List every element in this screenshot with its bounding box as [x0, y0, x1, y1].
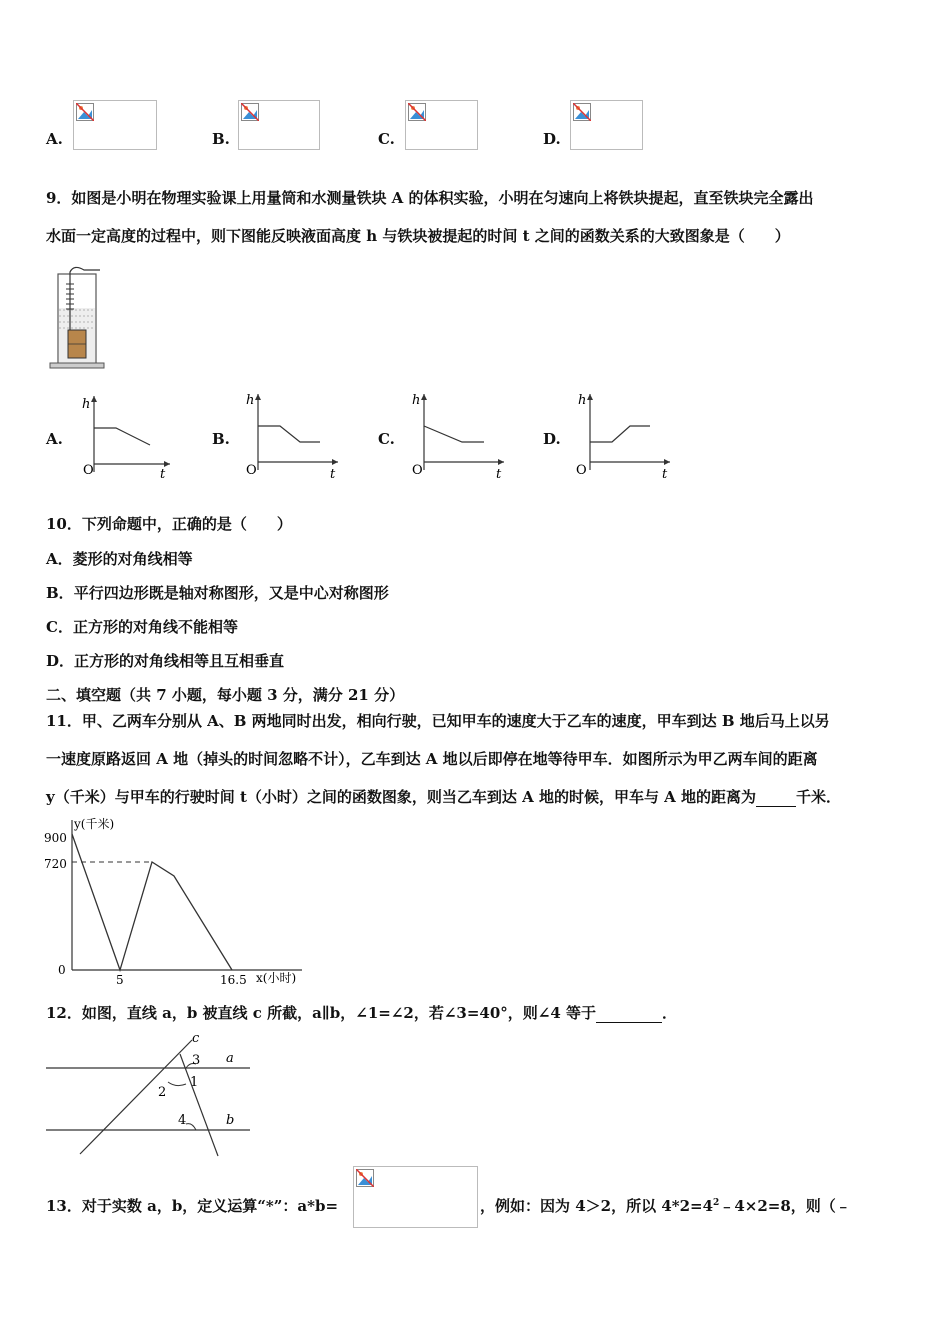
q11-stem-line-1: 11．甲、乙两车分别从 A、B 两地同时出发，相向行驶，已知甲车的速度大于乙车的速度，甲车到达 B 地后马上以另 [46, 712, 830, 730]
broken-image-icon [76, 103, 94, 121]
y-axis-label: h [578, 393, 587, 408]
q8-option-d-letter: D. [543, 130, 561, 148]
q9-option-c-graph [406, 388, 516, 482]
y-tick-0: 0 [58, 963, 66, 977]
q10-stem: 10．下列命题中，正确的是（ ） [46, 515, 292, 533]
y-tick-900: 900 [44, 831, 67, 845]
angle-1-label: 1 [190, 1075, 199, 1090]
line-b-label: b [226, 1113, 235, 1128]
q9-stem-line-2: 水面一定高度的过程中，则下图能反映液面高度 h 与铁块被提起的时间 t 之间的函数关系的大致图象是（ ） [46, 227, 790, 245]
q8-option-c-image [405, 100, 478, 150]
q13-formula-image [353, 1166, 478, 1228]
angle-3-label: 3 [192, 1053, 201, 1068]
origin-label: O [576, 463, 587, 478]
q11-distance-time-graph [40, 812, 320, 992]
broken-image-icon [573, 103, 591, 121]
broken-image-icon [241, 103, 259, 121]
x-tick-5: 5 [116, 973, 124, 987]
q8-option-d-image [570, 100, 643, 150]
q9-option-b-letter: B. [212, 430, 230, 448]
q8-option-a-letter: A. [46, 130, 63, 148]
q8-option-c-letter: C. [378, 130, 395, 148]
x-tick-16-5: 16.5 [220, 973, 247, 987]
x-axis-label: t [330, 467, 336, 482]
q13-stem-prefix: 13．对于实数 a，b，定义运算“*”：a*b= [46, 1197, 339, 1215]
origin-label: O [412, 463, 423, 478]
y-axis-label: y(千米) [74, 817, 115, 831]
q9-option-a-letter: A. [46, 430, 63, 448]
q12-parallel-lines-figure [40, 1028, 260, 1160]
q8-option-a-image [73, 100, 157, 150]
angle-2-label: 2 [158, 1085, 167, 1100]
q11-stem-line-2: 一速度原路返回 A 地（掉头的时间忽略不计），乙车到达 A 地以后即停在地等待甲车．如图所示为甲乙两车间的距离 [46, 750, 818, 768]
x-axis-label: x(小时) [256, 971, 297, 985]
angle-4-label: 4 [178, 1113, 187, 1128]
answer-blank[interactable] [756, 788, 796, 807]
q11-stem-line-3: y（千米）与甲车的行驶时间 t（小时）之间的函数图象，则当乙车到达 A 地的时候，甲车与 A 地的距离为 千米． [46, 788, 842, 806]
x-axis-label: t [160, 467, 166, 482]
y-tick-720: 720 [44, 857, 67, 871]
origin-label: O [83, 463, 94, 478]
broken-image-icon [408, 103, 426, 121]
q9-stem-line-1: 9．如图是小明在物理实验课上用量筒和水测量铁块 A 的体积实验，小明在匀速向上将铁块提起，直至铁块完全露出 [46, 189, 814, 207]
q9-option-d-graph [572, 388, 682, 482]
y-axis-label: h [246, 393, 255, 408]
q10-option-b: B．平行四边形既是轴对称图形，又是中心对称图形 [46, 584, 389, 602]
x-axis-label: t [496, 467, 502, 482]
q10-option-a: A．菱形的对角线相等 [46, 550, 193, 568]
broken-image-icon [356, 1169, 374, 1187]
q13-stem-suffix: ，例如：因为 4＞2，所以 $4*2=4^2﹣4\times 2=8$，则（﹣ [480, 1197, 851, 1215]
q10-option-c: C．正方形的对角线不能相等 [46, 618, 238, 636]
y-axis-label: h [82, 397, 91, 412]
line-c-label: c [192, 1031, 200, 1046]
q10-option-d: D．正方形的对角线相等且互相垂直 [46, 652, 285, 670]
q8-option-b-image [238, 100, 320, 150]
q8-option-b-letter: B. [212, 130, 230, 148]
x-axis-label: t [662, 467, 668, 482]
graduated-cylinder-figure [44, 264, 114, 372]
line-a-label: a [226, 1051, 234, 1066]
q9-option-a-graph [76, 392, 176, 482]
q9-option-c-letter: C. [378, 430, 395, 448]
q9-option-b-graph [240, 388, 350, 482]
origin-label: O [246, 463, 257, 478]
section-heading: 二、填空题（共 7 小题，每小题 3 分，满分 21 分） [46, 686, 405, 704]
q12-stem: 12．如图，直线 a，b 被直线 c 所截，a∥b，∠1=∠2，若∠3=40°，则∠4 等于 ． [46, 1004, 678, 1022]
q9-option-d-letter: D. [543, 430, 561, 448]
answer-blank[interactable] [596, 1004, 662, 1023]
y-axis-label: h [412, 393, 421, 408]
